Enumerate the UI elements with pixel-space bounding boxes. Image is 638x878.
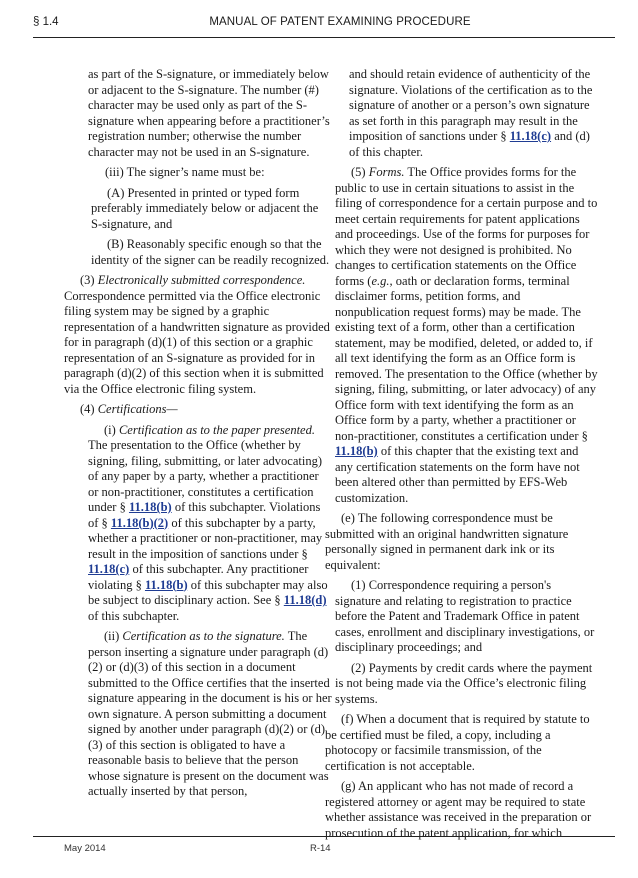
paragraph — [335, 578, 598, 656]
paragraph-text: The Office provides forms for the public to use in certain situations to assist in the filing of correspondence for a certain purpose and to meet certain requirements for patent applications and proceedings. Use of the forms for purposes for which they were not designed is prohibited. No changes to certification statements on the Office forms ( — [335, 165, 598, 288]
paragraph-text: of this subchapter. — [88, 608, 180, 623]
paragraph-text: (5) — [351, 165, 369, 179]
link-11-18-d[interactable]: 11.18(d) — [283, 593, 327, 607]
paragraph-text: oath or declaration forms, terminal disclaimer forms, petition forms, and nonpublication request forms) may be made. The existing text of a form, other than a certification statement, may be modified, deleted, or added to, if all text identifying the form as an Office form is removed. The presentation to the Office (whether by signing, filing, submitting, or later advocacy) of any Office form with text identifying the form as an Office form by a party, whether a practitioner or non-practitioner, constitutes a certification under § — [335, 273, 598, 443]
paragraph-text: (f) When a document that is required by statute to be certified must be filed, a copy, including a photocopy or facsimile transmission, of the certification is not acceptable. — [325, 712, 590, 773]
paragraph-text: (g) An applicant who has not made of record a registered attorney or agent may be required to state whether assistance was received in the preparation or prosecution of the patent application, for which — [325, 779, 592, 840]
paragraph-text: and should retain evidence of authenticity of the signature. Violations of the certification as to the signature of another or a person’s own signature as set forth in this paragraph may result in the imposition of sanctions under § — [349, 67, 593, 143]
paragraph — [335, 67, 598, 160]
paragraph-text: of this subchapter. Violations of § — [88, 500, 321, 530]
paragraph — [325, 712, 598, 774]
paragraph — [64, 273, 332, 397]
paragraph-text: of this subchapter. Any practitioner violating § — [88, 562, 309, 592]
italic-heading: Electronically submitted correspondence. — [97, 273, 306, 287]
paragraph-text: (e) The following correspondence must be submitted with an original handwritten signature personally signed in permanent dark ink or its equivalent: — [325, 511, 569, 572]
paragraph-text: as part of the S-signature, or immediately below or adjacent to the S-signature. The number (#) character may be used only as part of the S-signature when appearing before a practitioner’s registration number; otherwise the number character may not be used in an S-signature. — [88, 67, 330, 159]
header-section-number: § 1.4 — [33, 16, 59, 28]
paragraph-text: (4) — [80, 402, 98, 416]
paragraph — [325, 779, 598, 841]
header-rule — [33, 37, 615, 38]
paragraph — [335, 165, 598, 506]
italic-heading: Certification as to the paper presented. — [118, 422, 315, 437]
paragraph-text: of this chapter that the existing text and any certification statements on the form have not been altered other than permitted by EFS-Web customization. — [335, 444, 580, 505]
link-11-18-c-1[interactable]: 11.18(c) — [88, 562, 130, 576]
paragraph — [74, 629, 332, 800]
footer-date: May 2014 — [64, 843, 106, 854]
paragraph — [325, 511, 598, 573]
italic-heading: Certification as to the signature. — [122, 629, 285, 643]
running-header — [33, 16, 615, 32]
paragraph-text: (i) — [104, 422, 119, 437]
paragraph-text: (iii) The signer’s name must be: — [105, 165, 265, 179]
paragraph-text: Correspondence permitted via the Office electronic filing system may be signed by a graphic representation of a handwritten signature as provided for in paragraph (d)(1) of this section or a graphic representation of an S-signature as provided for in paragraph (d)(2) of this section when it is submitted via the Office electronic filing system. — [64, 288, 330, 396]
paragraph — [74, 186, 332, 233]
paragraph-text: (3) — [80, 273, 98, 287]
header-manual-title: MANUAL OF PATENT EXAMINING PROCEDURE — [209, 16, 471, 28]
paragraph-text: (B) Reasonably specific enough so that the identity of the signer can be readily recognized. — [91, 237, 330, 267]
paragraph-text: The presentation to the Office (whether by signing, filing, submitting, or later advocating) of any paper by a party, whether a practitioner or non-practitioner, constitutes a certification under § — [88, 438, 322, 514]
paragraph-text: (1) Correspondence requiring a person's signature and relating to registration to practice before the Patent and Trademark Office in patent cases, enrollment and disciplinary investigations, or disciplinary proceedings; and — [335, 578, 595, 654]
link-11-18-c-2[interactable]: 11.18(c) — [509, 129, 552, 143]
paragraph — [74, 423, 332, 625]
link-11-18-b-1[interactable]: 11.18(b) — [128, 500, 172, 514]
left-column — [64, 67, 332, 800]
paragraph — [74, 67, 332, 160]
paragraph-text: (2) Payments by credit cards where the payment is not being made via the Office’s electronic filing systems. — [335, 660, 593, 706]
right-column — [325, 67, 598, 841]
footer-page-number: R-14 — [310, 843, 331, 854]
italic-heading: Certifications— — [97, 402, 178, 416]
footer-rule — [33, 836, 615, 837]
link-11-18-b-3[interactable]: 11.18(b) — [144, 577, 188, 592]
paragraph — [74, 237, 332, 268]
paragraph — [74, 165, 332, 181]
paragraph-text: (A) Presented in printed or typed form preferably immediately below or adjacent the S-signature, and — [91, 185, 319, 231]
paragraph — [64, 402, 332, 418]
italic-heading: e.g., — [371, 273, 393, 288]
paragraph-text: of this subchapter may also be subject to disciplinary action. See § — [88, 577, 328, 607]
paragraph-text: and (d) of this chapter. — [349, 129, 590, 159]
paragraph-text: The person inserting a signature under paragraph (d)(2) or (d)(3) of this section in a document submitted to the Office certifies that the inserted signature appearing in the document is his or her own signature. A person submitting a document signed by another under paragraph (d)(2) or (d)(3) of this section is obligated to have a reasonable basis to believe that the person whose signature is present on the document was actually inserted by that person, — [88, 629, 332, 798]
paragraph-text: (ii) — [104, 629, 123, 643]
link-11-18-b-4[interactable]: 11.18(b) — [335, 444, 378, 458]
paragraph-text: of this subchapter by a party, whether a practitioner or non-practitioner, may result in the imposition of sanctions under § — [88, 515, 323, 561]
link-11-18-b-2[interactable]: 11.18(b)(2) — [110, 515, 169, 530]
italic-heading: Forms. — [368, 165, 405, 179]
paragraph — [335, 661, 598, 708]
